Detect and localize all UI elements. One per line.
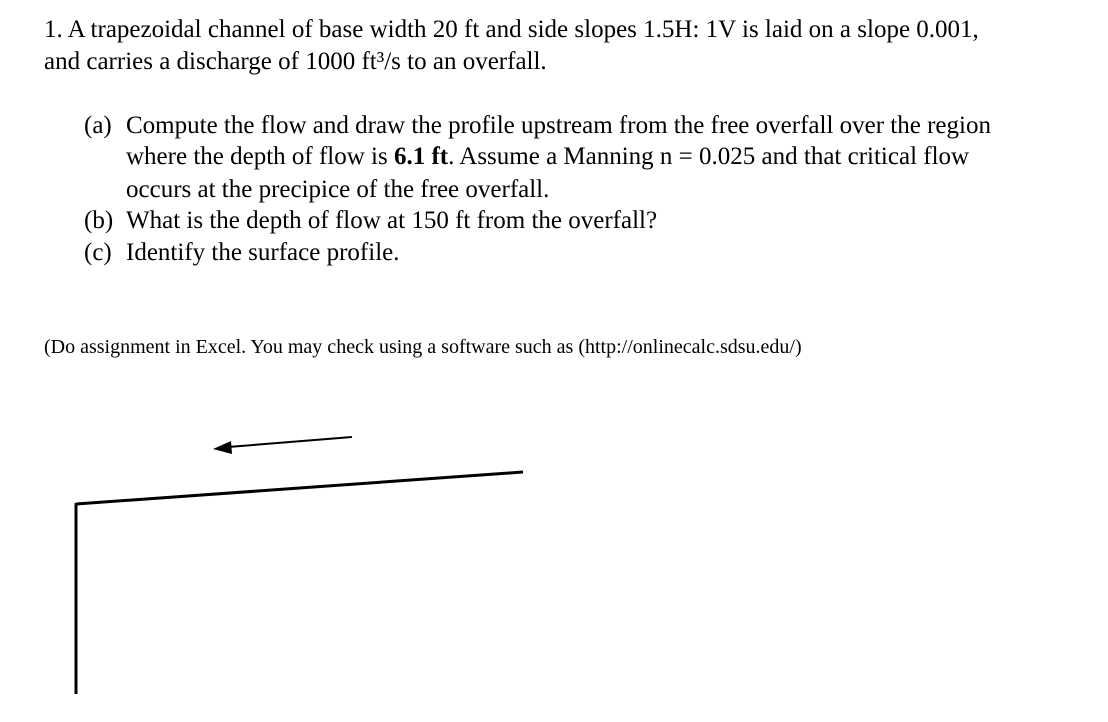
assignment-note: (Do assignment in Excel. You may check using a software such as (http://onlinecalc.sdsu.edu/) [44,336,802,358]
part-c-label: (c) [84,239,112,266]
depth-value-bold: 6.1 ft [393,143,449,170]
channel-bed-line [76,472,523,504]
part-b-text: What is the depth of flow at 150 ft from the overfall? [126,207,658,234]
part-c-text: Identify the surface profile. [126,239,400,266]
problem-line-2: and carries a discharge of 1000 ft³/s to an overfall. [44,48,547,75]
part-a-line-3: occurs at the precipice of the free overfall. [126,176,550,203]
part-a-line-2-end: . Assume a Manning n = 0.025 and that critical flow [448,143,970,170]
part-a-line-2-start: where the depth of flow is [126,143,394,170]
flow-direction-arrow [213,437,352,454]
part-a-line-1: Compute the flow and draw the profile upstream from the free overfall over the region [126,112,991,139]
part-a-label: (a) [84,112,112,139]
part-b-label: (b) [84,207,114,234]
problem-line-1: 1. A trapezoidal channel of base width 20 ft and side slopes 1.5H: 1V is laid on a slope 0.001, [44,16,979,43]
